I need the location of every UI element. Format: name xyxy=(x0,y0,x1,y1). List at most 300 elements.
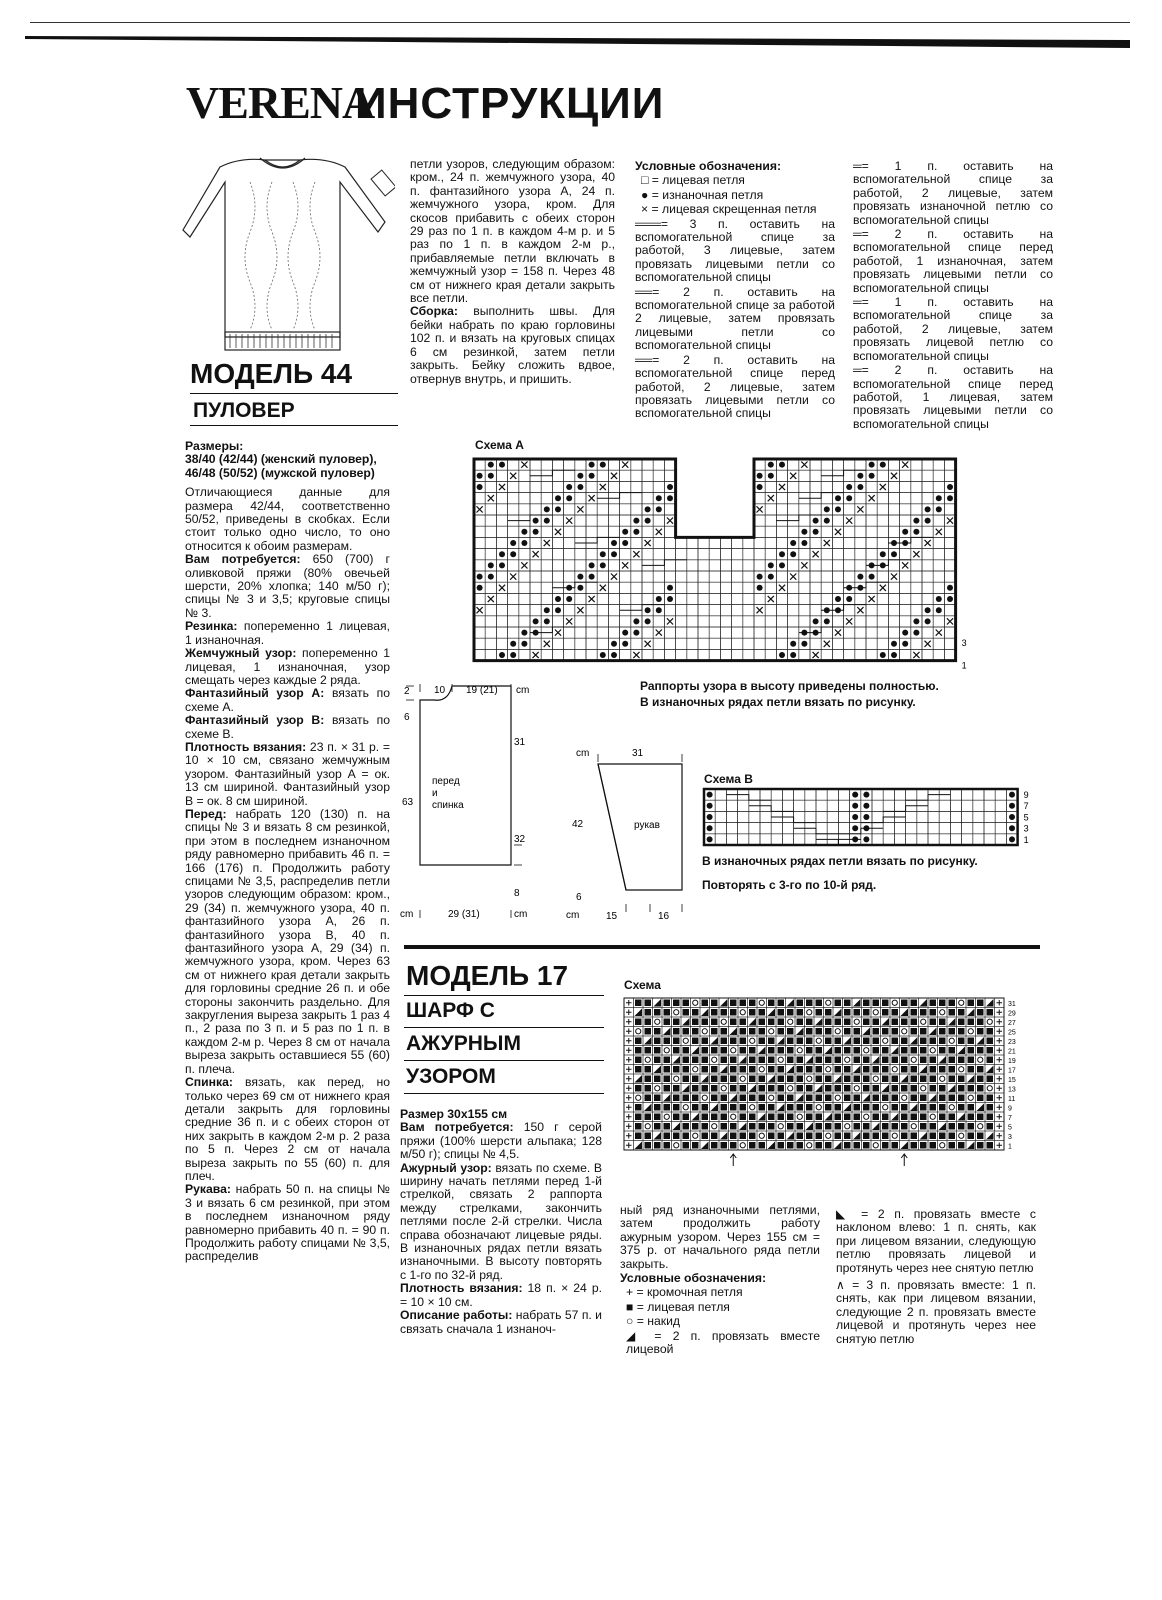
crossed-mark xyxy=(589,596,595,602)
model17-rule-1 xyxy=(404,995,604,996)
edge-mark xyxy=(626,1029,632,1035)
chart-cell xyxy=(995,800,1006,811)
decrease-mark xyxy=(711,1104,719,1112)
chart-cell xyxy=(799,616,810,627)
chart-cell xyxy=(732,616,743,627)
edge-mark xyxy=(626,1000,632,1006)
purl-dot xyxy=(869,462,875,468)
pattern1-dim-19: 19 (21) xyxy=(466,685,498,696)
purl-dot xyxy=(600,652,606,658)
knit-mark xyxy=(882,1123,889,1130)
chart-cell xyxy=(928,834,939,845)
yarn-over-mark xyxy=(826,1067,831,1072)
chart-cell xyxy=(664,459,675,470)
chart-cell xyxy=(786,1017,796,1027)
chart-cell xyxy=(620,549,631,560)
legend-crossed: = лицевая скрещенная петля xyxy=(651,202,817,217)
knit-mark xyxy=(673,1104,680,1111)
knit-mark xyxy=(977,1076,984,1083)
purl-dot xyxy=(622,641,628,647)
model44-legend-1 xyxy=(635,160,835,422)
decrease-mark xyxy=(901,1142,909,1150)
schema-b-row-number: 7 xyxy=(1023,801,1029,812)
decrease-mark xyxy=(977,1037,985,1045)
knit-mark xyxy=(939,1000,946,1007)
legend-cable-2-front: = 2 п. оставить на вспомогательной спице перед работой, 2 лицевые, затем провязать лицевыми петли со вспомогательной спицы xyxy=(635,352,835,421)
chart-cell xyxy=(911,493,922,504)
chart-cell xyxy=(782,823,793,834)
purl-dot xyxy=(891,551,897,557)
chart-cell xyxy=(642,481,653,492)
yarn-over-mark xyxy=(740,1143,745,1148)
chart-cell xyxy=(855,459,866,470)
chart-cell xyxy=(973,800,984,811)
knit-mark xyxy=(683,1028,690,1035)
chart-cell xyxy=(799,582,810,593)
schema-b-note-1: В изнаночных рядах петли вязать по рисунку. xyxy=(702,854,978,868)
chart-cell xyxy=(642,549,653,560)
decrease-mark xyxy=(825,1047,833,1055)
pattern2-unit-bottom: cm xyxy=(566,910,580,921)
knit-mark xyxy=(778,1019,785,1026)
chart-cell xyxy=(821,481,832,492)
chart-cell xyxy=(700,1093,710,1103)
decrease-mark xyxy=(929,1094,937,1102)
chart-cell xyxy=(844,526,855,537)
chart-cell xyxy=(799,549,810,560)
chart-cell xyxy=(732,537,743,548)
knit-mark xyxy=(882,1076,889,1083)
chart-cell xyxy=(586,549,597,560)
scarf-legend-ssk: = 2 п. провязать вместе с наклоном влево: 1 п. снять, как при лицевом вязании, следующую петлю провязать лицевой и протянуть через нее снятую петлю xyxy=(836,1207,1037,1275)
chart-cell xyxy=(496,616,507,627)
knit-mark xyxy=(844,1085,851,1092)
purl-dot xyxy=(880,462,886,468)
cable-2-back-icon: ══ xyxy=(635,284,653,299)
chart-cell xyxy=(810,605,821,616)
knit-mark xyxy=(730,1009,737,1016)
yarn-over-mark xyxy=(940,1076,945,1081)
chart-cell xyxy=(709,627,720,638)
knit-mark xyxy=(692,1019,699,1026)
crossed-mark xyxy=(622,462,628,468)
chart-cell xyxy=(872,811,883,822)
chart-cell xyxy=(821,582,832,593)
yarn-over-mark xyxy=(873,1010,878,1015)
knit-mark xyxy=(968,1000,975,1007)
chart-cell xyxy=(906,823,917,834)
chart-cell xyxy=(855,560,866,571)
decrease-mark xyxy=(701,1142,709,1150)
chart-cell xyxy=(855,549,866,560)
purl-dot xyxy=(813,618,819,624)
chart-cell xyxy=(776,593,787,604)
knit-mark xyxy=(949,1009,956,1016)
knit-mark xyxy=(958,1076,965,1083)
chart-cell xyxy=(552,459,563,470)
knit-mark xyxy=(987,1076,994,1083)
pattern1-dim-31: 31 xyxy=(514,737,526,748)
knit-mark xyxy=(825,1095,832,1102)
yarn-over-mark xyxy=(797,1114,802,1119)
chart-cell xyxy=(564,537,575,548)
chart-cell xyxy=(909,1055,919,1065)
knit-mark xyxy=(759,1076,766,1083)
chart-cell xyxy=(653,638,664,649)
chart-cell xyxy=(642,571,653,582)
yarn-over-mark xyxy=(968,1095,973,1100)
decrease-mark xyxy=(806,1123,814,1131)
chart-cell xyxy=(709,638,720,649)
pattern1-dim-29: 29 (31) xyxy=(448,909,480,920)
yarn-over-mark xyxy=(959,1000,964,1005)
chart-cell xyxy=(552,649,563,660)
decrease-mark xyxy=(720,1132,728,1140)
crossed-mark xyxy=(857,506,863,512)
purl-dot xyxy=(645,607,651,613)
chart-cell xyxy=(944,459,955,470)
back-text: вязать, как перед, но только через 69 см от нижнего края детали закрыть для горловины средние 36 п. и с обеих сторон от них закрыть в каждом 2-м р. 2 раза по 5 п. Через 2 см от начала выреза закрыть по 55 (60) п. для плеч. xyxy=(185,1075,390,1183)
chart-cell xyxy=(676,605,687,616)
chart-cell xyxy=(862,1112,872,1122)
knit-mark xyxy=(797,1019,804,1026)
chart-cell xyxy=(709,582,720,593)
chart-cell xyxy=(900,1027,910,1037)
chart-cell xyxy=(676,582,687,593)
yarn-over-mark xyxy=(902,1029,907,1034)
chart-cell xyxy=(928,811,939,822)
chart-cell xyxy=(939,834,950,845)
edge-mark xyxy=(997,1105,1003,1111)
chart-cell xyxy=(917,834,928,845)
decrease-mark xyxy=(663,1094,671,1102)
knit-mark xyxy=(949,1114,956,1121)
chart-cell xyxy=(922,549,933,560)
chart-cell xyxy=(530,638,541,649)
knit-mark xyxy=(977,1133,984,1140)
cable-mark xyxy=(794,828,839,834)
yarn-over-mark xyxy=(674,1010,679,1015)
knit-mark xyxy=(711,1085,718,1092)
chart-cell xyxy=(519,582,530,593)
chart-cell xyxy=(888,526,899,537)
knit-mark xyxy=(711,1076,718,1083)
model44-title-rule xyxy=(190,393,398,394)
knit-mark xyxy=(749,1028,756,1035)
chart-cell xyxy=(530,504,541,515)
chart-cell xyxy=(824,1131,834,1141)
chart-cell xyxy=(662,1046,672,1056)
crossed-mark xyxy=(566,518,572,524)
knit-mark xyxy=(749,1000,756,1007)
chart-cell xyxy=(541,593,552,604)
chart-cell xyxy=(519,649,530,660)
purl-dot xyxy=(790,652,796,658)
knit-mark xyxy=(854,1114,861,1121)
purl-dot xyxy=(510,641,516,647)
crossed-mark xyxy=(589,495,595,501)
chart-cell xyxy=(681,1036,691,1046)
chart-cell xyxy=(788,526,799,537)
chart-cell xyxy=(911,560,922,571)
knit-mark xyxy=(939,1095,946,1102)
chart-cell xyxy=(866,481,877,492)
crossed-mark xyxy=(566,618,572,624)
chart-cell xyxy=(743,638,754,649)
brand-logo: VERENA xyxy=(186,77,375,128)
crossed-mark xyxy=(768,596,774,602)
knit-mark xyxy=(645,1009,652,1016)
knit-mark xyxy=(787,1076,794,1083)
knit-mark xyxy=(654,1123,661,1130)
knit-stitch-icon: □ xyxy=(641,173,649,188)
knit-mark xyxy=(740,1047,747,1054)
sk2p-icon: ∧ xyxy=(836,1278,845,1293)
chart-cell xyxy=(715,834,726,845)
chart-cell xyxy=(844,537,855,548)
chart-cell xyxy=(729,1112,739,1122)
chart-cell xyxy=(608,582,619,593)
chart-cell xyxy=(855,526,866,537)
legend-cable-2-front-knit: = 2 п. оставить на вспомогательной спице перед работой, 1 лицевая, затем провязать лицевыми петли со вспомогательной спицы xyxy=(853,363,1053,431)
model17-rule-4 xyxy=(404,1093,604,1094)
yarn-over-mark xyxy=(873,1143,878,1148)
chart-cell xyxy=(776,493,787,504)
knit-mark xyxy=(977,1095,984,1102)
chart-cell xyxy=(776,571,787,582)
knit-mark xyxy=(673,1066,680,1073)
section-separator xyxy=(404,945,1040,949)
chart-cell xyxy=(788,493,799,504)
knit-mark xyxy=(816,1028,823,1035)
chart-cell xyxy=(687,627,698,638)
schema-b-row-number: 1 xyxy=(1023,834,1029,845)
chart-cell xyxy=(805,789,816,800)
knit-mark xyxy=(958,1028,965,1035)
chart-cell xyxy=(664,571,675,582)
purl-dot xyxy=(521,529,527,535)
chart-cell xyxy=(642,526,653,537)
chart-cell xyxy=(474,526,485,537)
knit-mark xyxy=(873,1085,880,1092)
chart-cell xyxy=(720,605,731,616)
chart-cell xyxy=(821,526,832,537)
chart-cell xyxy=(814,1103,824,1113)
scarf-schema-label: Схема xyxy=(624,978,661,992)
yarn-over-mark xyxy=(883,1038,888,1043)
chart-cell xyxy=(496,571,507,582)
purl-dot xyxy=(510,540,516,546)
knit-mark xyxy=(692,1095,699,1102)
purl-dot xyxy=(611,551,617,557)
chart-cell xyxy=(597,627,608,638)
scarf-row-number: 29 xyxy=(1008,1010,1016,1018)
knit-mark xyxy=(635,1085,642,1092)
knit-mark xyxy=(882,1009,889,1016)
knit-mark xyxy=(768,1047,775,1054)
chart-cell xyxy=(643,1122,653,1132)
chart-cell xyxy=(620,649,631,660)
knit-mark xyxy=(892,1009,899,1016)
chart-cell xyxy=(519,605,530,616)
knit-mark xyxy=(654,1009,661,1016)
chart-cell xyxy=(976,1122,986,1132)
chart-cell xyxy=(810,638,821,649)
chart-cell xyxy=(844,605,855,616)
knit-mark xyxy=(740,1019,747,1026)
chart-cell xyxy=(676,549,687,560)
decrease-mark xyxy=(701,1009,709,1017)
chart-cell xyxy=(805,1008,815,1018)
purl-dot xyxy=(1009,792,1015,798)
chart-cell xyxy=(760,789,771,800)
chart-cell xyxy=(794,811,805,822)
chart-cell xyxy=(597,571,608,582)
knit-mark xyxy=(930,1085,937,1092)
yarn-over-mark xyxy=(854,1019,859,1024)
chart-cell xyxy=(620,493,631,504)
chart-cell xyxy=(855,649,866,660)
chart-cell xyxy=(698,605,709,616)
yarn-over-mark xyxy=(807,1143,812,1148)
purl-dot xyxy=(1009,825,1015,831)
chart-cell xyxy=(877,470,888,481)
pattern2-dim-42: 42 xyxy=(572,819,584,830)
chart-cell xyxy=(608,526,619,537)
chart-cell xyxy=(754,627,765,638)
chart-cell xyxy=(715,789,726,800)
schema-a-row-number: 3 xyxy=(961,638,967,649)
crossed-mark xyxy=(779,585,785,591)
knit-mark xyxy=(673,1114,680,1121)
purl-dot xyxy=(533,518,539,524)
chart-cell xyxy=(776,627,787,638)
knit-mark xyxy=(797,1000,804,1007)
chart-cell xyxy=(832,616,843,627)
chart-cell xyxy=(922,627,933,638)
crossed-mark xyxy=(633,551,639,557)
chart-cell xyxy=(541,459,552,470)
chart-cell xyxy=(608,593,619,604)
chart-cell xyxy=(900,493,911,504)
knit-mark xyxy=(645,1095,652,1102)
chart-cell xyxy=(973,811,984,822)
knit-mark xyxy=(901,1019,908,1026)
knit-mark xyxy=(645,1142,652,1149)
knit-mark xyxy=(740,1038,747,1045)
chart-cell xyxy=(900,1093,910,1103)
cable-3-back-icon: ═══ xyxy=(635,216,661,231)
knit-mark xyxy=(873,1066,880,1073)
chart-cell xyxy=(944,649,955,660)
knit-mark xyxy=(730,1123,737,1130)
purl-dot xyxy=(611,641,617,647)
purl-dot xyxy=(913,630,919,636)
crossed-mark xyxy=(813,551,819,557)
yarn-over-mark xyxy=(940,1010,945,1015)
knit-mark xyxy=(920,1038,927,1045)
edge-mark xyxy=(626,1048,632,1054)
crossed-mark xyxy=(835,630,841,636)
yarn-over-mark xyxy=(693,1000,698,1005)
chart-cell xyxy=(877,638,888,649)
knit-mark xyxy=(958,1104,965,1111)
chart-cell xyxy=(564,649,575,660)
knit-mark xyxy=(863,1104,870,1111)
crossed-mark xyxy=(510,574,516,580)
yarn-over-mark xyxy=(778,1124,783,1129)
chart-cell xyxy=(720,627,731,638)
purl-dot xyxy=(622,630,628,636)
chart-cell xyxy=(620,616,631,627)
chart-cell xyxy=(738,1141,748,1151)
chart-cell xyxy=(519,470,530,481)
chart-cell xyxy=(933,560,944,571)
chart-cell xyxy=(933,549,944,560)
k2tog-icon: ◢ xyxy=(626,1328,644,1343)
repeat-arrow-icon xyxy=(901,1154,907,1166)
chart-cell xyxy=(872,789,883,800)
chart-cell xyxy=(810,537,821,548)
crossed-mark xyxy=(813,652,819,658)
knit-mark xyxy=(797,1009,804,1016)
chart-cell xyxy=(776,638,787,649)
purl-dot xyxy=(925,506,931,512)
decrease-mark xyxy=(644,1037,652,1045)
crossed-mark xyxy=(477,607,483,613)
chart-cell xyxy=(944,526,955,537)
chart-cell xyxy=(597,537,608,548)
knit-mark xyxy=(873,1038,880,1045)
knit-mark xyxy=(844,1019,851,1026)
knit-mark xyxy=(749,1047,756,1054)
knit-mark xyxy=(787,1009,794,1016)
chart-cell xyxy=(726,800,737,811)
knit-mark xyxy=(882,1047,889,1054)
scarf-need-label: Вам потребуется: xyxy=(400,1120,514,1135)
knit-mark xyxy=(768,1066,775,1073)
chart-cell xyxy=(832,582,843,593)
chart-cell xyxy=(720,638,731,649)
yarn-over-mark xyxy=(721,1019,726,1024)
crossed-mark xyxy=(577,506,583,512)
knit-mark xyxy=(825,1009,832,1016)
yarn-over-mark xyxy=(816,1038,821,1043)
knit-mark xyxy=(721,1076,728,1083)
knit-mark xyxy=(882,1095,889,1102)
chart-cell xyxy=(519,481,530,492)
chart-cell xyxy=(890,1065,900,1075)
knit-mark xyxy=(844,1076,851,1083)
knit-mark xyxy=(778,1076,785,1083)
knit-mark xyxy=(721,1047,728,1054)
knit-mark xyxy=(930,1133,937,1140)
knit-mark xyxy=(645,1019,652,1026)
chart-cell xyxy=(866,627,877,638)
chart-cell xyxy=(765,627,776,638)
chart-cell xyxy=(950,789,961,800)
purl-dot xyxy=(891,641,897,647)
chart-cell xyxy=(564,459,575,470)
knit-mark xyxy=(882,1057,889,1064)
knit-mark xyxy=(702,1133,709,1140)
chart-cell xyxy=(765,605,776,616)
chart-cell xyxy=(681,1103,691,1113)
knit-mark xyxy=(787,1123,794,1130)
chart-cell xyxy=(900,549,911,560)
yarn-over-mark xyxy=(930,1048,935,1053)
chart-cell xyxy=(944,560,955,571)
